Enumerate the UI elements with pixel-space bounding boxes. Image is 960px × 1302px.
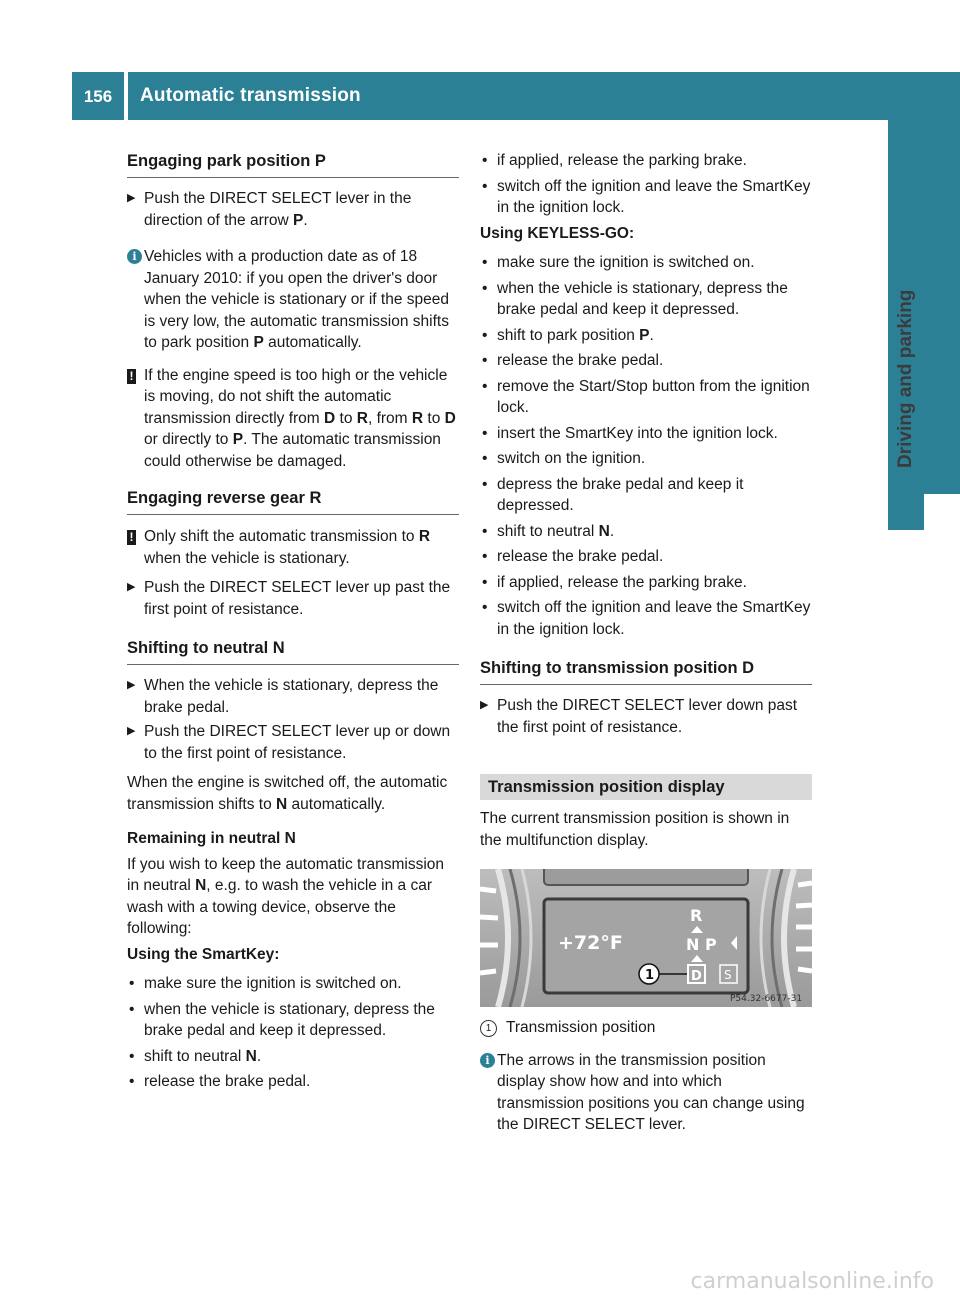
list-item: • make sure the ignition is switched on. (129, 975, 402, 992)
side-tab-marker (888, 494, 924, 530)
arrow-right-icon: ▶ (127, 192, 136, 204)
info-display: i The arrows in the transmission position display show how and into which transmission positions you can change using the DIRECT SELECT lever. (480, 1050, 812, 1136)
arrow-right-icon: ▶ (127, 725, 136, 737)
header-separator (124, 72, 128, 120)
action-park: ▶ Push the DIRECT SELECT lever in the direction of the arrow P. (127, 190, 412, 229)
callout-number: 1 (645, 968, 655, 983)
warning-reverse: ! Only shift the automatic transmission to R when the vehicle is stationary. (127, 526, 459, 569)
list-item: • depress the brake pedal and keep it depressed. (482, 475, 744, 514)
figure-legend: 1 Transmission position (480, 1017, 812, 1039)
arrow-right-icon: ▶ (127, 581, 136, 593)
remain-paragraph: If you wish to keep the automatic transmission in neutral N, e.g. to wash the vehicle in a car wash with a towing device, observe the following: (127, 855, 445, 937)
info-icon: i (127, 249, 142, 264)
display-paragraph: The current transmission position is shown in the multifunction display. (480, 810, 790, 849)
neutral-paragraph: When the engine is switched off, the automatic transmission shifts to N automatically. (127, 774, 448, 813)
action-drive: ▶ Push the DIRECT SELECT lever down past the first point of resistance. (480, 697, 798, 736)
transmission-display-illustration (480, 869, 812, 1007)
right-column (480, 150, 812, 1136)
list-item: • if applied, release the parking brake. (482, 152, 747, 169)
watermark-url: carmanualsonline.info (690, 1268, 934, 1294)
gear-np: N P (686, 935, 717, 954)
list-item: • if applied, release the parking brake. (482, 573, 747, 591)
side-tab-label-wrap (888, 258, 924, 474)
warning-icon: ! (127, 369, 136, 384)
list-item: • release the brake pedal. (482, 548, 664, 565)
remain-title: Remaining in neutral N (127, 830, 296, 847)
keyless-title: Using KEYLESS-GO: (480, 224, 635, 242)
heading-reverse: Engaging reverse gear R (127, 487, 459, 515)
gear-s: S (724, 968, 732, 982)
action-reverse: ▶ Push the DIRECT SELECT lever up past the first point of resistance. (127, 579, 451, 618)
arrow-right-icon: ▶ (480, 699, 489, 711)
smartkey-title: Using the SmartKey: (127, 945, 280, 963)
warning-icon: ! (127, 530, 136, 545)
list-item: • make sure the ignition is switched on. (482, 254, 755, 271)
action-neutral-1: ▶ When the vehicle is stationary, depress the brake pedal. (127, 677, 439, 716)
display-heading: Transmission position display (480, 774, 812, 800)
figure-code: P54.32-6677-31 (730, 994, 803, 1004)
list-item: • release the brake pedal. (129, 1073, 311, 1090)
list-item: • switch off the ignition and leave the SmartKey in the ignition lock. (482, 177, 811, 216)
side-tab-label: Driving and parking (895, 289, 916, 468)
gear-d: D (691, 969, 702, 984)
temperature-readout: +72°F (558, 932, 623, 954)
warning-park: ! If the engine speed is too high or the vehicle is moving, do not shift the automatic transmission directly from D to R, from R to D or directly to P. The automatic transmission could otherwise be damaged. (127, 365, 459, 473)
action-neutral-2: ▶ Push the DIRECT SELECT lever up or down to the first point of resistance. (127, 723, 451, 762)
page-number: 156 (83, 87, 113, 106)
info-icon: i (480, 1053, 495, 1068)
heading-drive: Shifting to transmission position D (480, 657, 812, 685)
heading-neutral: Shifting to neutral N (127, 637, 459, 665)
list-item: • shift to park position P. (482, 326, 654, 344)
list-item: • shift to neutral N. (482, 522, 615, 540)
list-item: • when the vehicle is stationary, depress the brake pedal and keep it depressed. (482, 279, 788, 318)
arrow-right-icon: ▶ (127, 679, 136, 691)
list-item: • release the brake pedal. (482, 352, 664, 369)
gear-r: R (690, 906, 703, 925)
list-item: • remove the Start/Stop button from the ignition lock. (482, 377, 810, 416)
list-item: • switch on the ignition. (482, 450, 646, 467)
heading-park: Engaging park position P (127, 150, 459, 178)
info-park: i Vehicles with a production date as of 18 January 2010: if you open the driver's door when the vehicle is stationary or if the speed is very low, the automatic transmission shifts to park position P automatically. (127, 246, 459, 354)
list-item: • when the vehicle is stationary, depress the brake pedal and keep it depressed. (129, 1000, 435, 1039)
left-column (127, 150, 459, 1093)
list-item: • shift to neutral N. (129, 1047, 262, 1065)
chapter-title: Automatic transmission (140, 85, 361, 106)
list-item: • insert the SmartKey into the ignition lock. (482, 424, 778, 442)
legend-number: 1 (480, 1020, 497, 1037)
list-item: • switch off the ignition and leave the SmartKey in the ignition lock. (482, 599, 811, 638)
